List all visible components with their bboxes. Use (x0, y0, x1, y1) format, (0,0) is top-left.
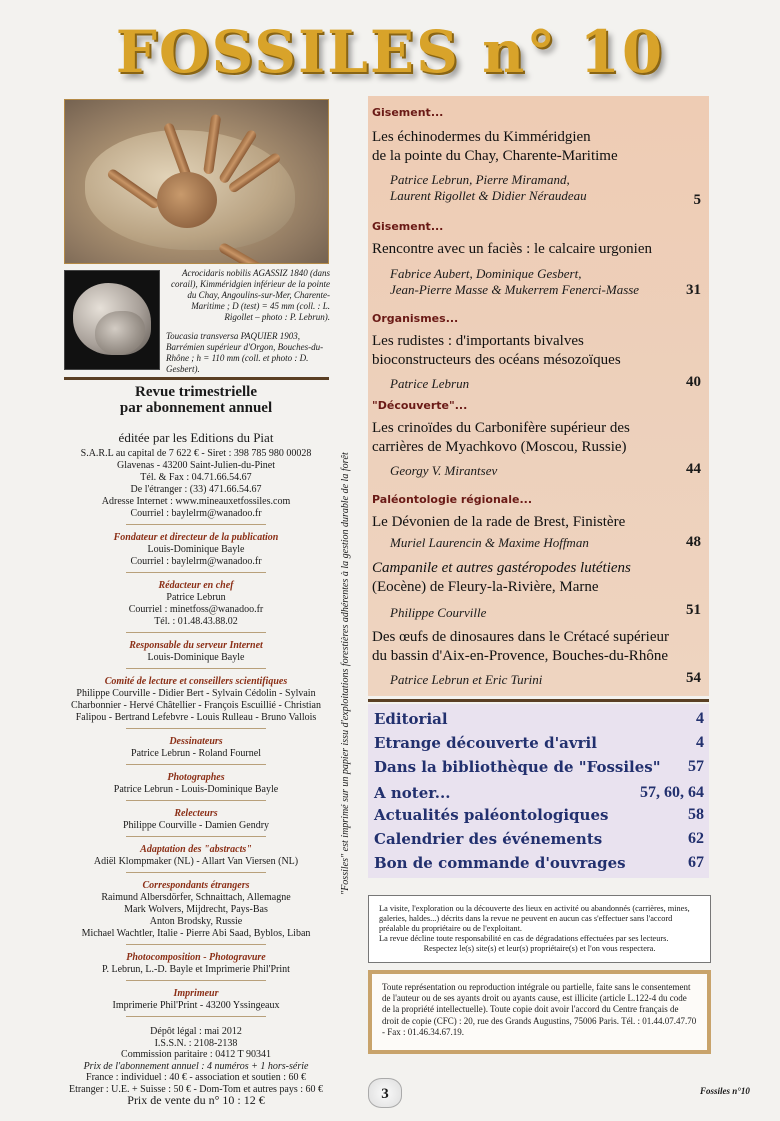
divider (64, 377, 329, 380)
section-title: Imprimeur (173, 988, 219, 999)
rudist-photo (64, 270, 160, 370)
staff-section (60, 639, 332, 664)
toc-page: 31 (686, 282, 701, 298)
department-label: Bon de commande d'ouvrages (374, 854, 626, 872)
address-line: Glavenas - 43200 Saint-Julien-du-Pinet (116, 460, 276, 471)
toc-title: Les rudistes : d'importants bivalves bioconstructeurs des océans mésozoïques (372, 333, 621, 368)
section-title: Relecteurs (174, 808, 218, 819)
divider (126, 980, 266, 981)
toc-category: Gisement... (372, 106, 444, 119)
page-number: 3 (368, 1078, 402, 1108)
section-title: Rédacteur en chef (158, 580, 234, 591)
email-link[interactable]: Courriel : minetfoss@wanadoo.fr (128, 604, 264, 615)
toc-page: 54 (686, 670, 701, 686)
departments-list (368, 704, 709, 878)
staff-line: P. Lebrun, L.-D. Bayle et Imprimerie Phil'Print (102, 964, 290, 975)
department-page: 62 (688, 830, 704, 847)
legal-line: Etranger : U.E. + Suisse : 50 € - Dom-Tom et autres pays : 60 € (68, 1083, 324, 1095)
legal-line: Commission paritaire : 0412 T 90341 (121, 1049, 271, 1060)
photo-caption-1: Acrocidaris nobilis AGASSIZ 1840 (dans corail), Kimméridgien inférieur de la pointe du Chay, Angoulins-sur-Mer, Charente-Maritime ; D (test) = 45 mm (coll. : L. Rigollet – photo : P. Lebrun). (171, 268, 330, 322)
toc-page: 51 (686, 602, 701, 618)
staff-section (60, 771, 332, 796)
department-label: Dans la bibliothèque de "Fossiles" (374, 758, 661, 776)
staff-section (60, 843, 332, 868)
divider (368, 699, 709, 702)
edited-by: éditée par les Editions du Piat (118, 430, 274, 445)
toc-category: Paléontologie régionale... (372, 493, 532, 506)
toc-title: Campanile et autres gastéropodes lutétiens (Eocène) de Fleury-la-Rivière, Marne (372, 560, 631, 595)
staff-line: Falipou - Bertrand Lefebvre - Louis Rulleau - Bruno Vallois (75, 712, 317, 723)
publisher-info (60, 384, 332, 1107)
toc-page: 40 (686, 374, 701, 390)
copyright-notice: Toute représentation ou reproduction intégrale ou partielle, faite sans le consentement de l'auteur ou de ses ayants droit ou ayants cause, est illicite (article L.122-4 du code de la propriété intellectuelle). Toute copie doit avoir l'accord du Centre français de droit de copie (CFC) : 20, rue des Grands Augustins, 75006 Paris. Tél. : 01.44.07.47.70 - Fax : 01.46.34.67.19. (368, 970, 711, 1054)
staff-line: Anton Brodsky, Russie (149, 916, 243, 927)
legal-line: Dépôt légal : mai 2012 (150, 1026, 242, 1037)
toc-authors: Patrice Lebrun (390, 376, 470, 391)
toc-title: Rencontre avec un faciès : le calcaire urgonien (372, 241, 652, 257)
address-line: Tél. & Fax : 04.71.66.54.67 (140, 472, 252, 483)
toc-page: 48 (686, 534, 701, 550)
legal-line: Prix de l'abonnement annuel : 4 numéros + 1 hors-série (83, 1060, 309, 1072)
staff-line: Patrice Lebrun (166, 592, 226, 603)
staff-section (60, 675, 332, 724)
staff-line: Patrice Lebrun - Roland Fournel (131, 748, 261, 759)
address-line: De l'étranger : (33) 471.66.54.67 (130, 484, 262, 495)
department-item[interactable] (374, 830, 704, 852)
divider (126, 800, 266, 801)
divider (126, 632, 266, 633)
department-label: Actualités paléontologiques (374, 806, 609, 824)
staff-line: Mark Wolvers, Mijdrecht, Pays-Bas (124, 904, 268, 915)
issue-price: Prix de vente du n° 10 : 12 € (127, 1093, 265, 1107)
publisher-heading-2: par abonnement annuel (119, 400, 273, 416)
staff-line: Philippe Courville - Damien Gendry (122, 820, 270, 831)
toc-category: Organismes... (372, 312, 459, 325)
masthead-title: FOSSILES n° 10 (115, 18, 665, 86)
table-of-contents (368, 96, 709, 696)
staff-line: Imprimerie Phil'Print - 43200 Yssingeaux (112, 1000, 280, 1011)
department-page: 58 (688, 806, 704, 823)
department-item[interactable] (374, 710, 704, 732)
department-page: 67 (688, 854, 704, 871)
toc-category: Gisement... (372, 220, 444, 233)
department-item[interactable] (374, 806, 704, 828)
publisher-heading-1: Revue trimestrielle (134, 384, 258, 400)
section-title: Dessinateurs (169, 736, 223, 747)
email-link[interactable]: Courriel : baylelrm@wanadoo.fr (130, 508, 262, 519)
section-title: Correspondants étrangers (142, 880, 250, 891)
staff-section (60, 579, 332, 628)
toc-category: "Découverte"... (372, 399, 468, 412)
staff-line: Charbonnier - Hervé Châtellier - François Escuillié - Christian (71, 700, 321, 711)
toc-authors: Georgy V. Mirantsev (390, 463, 498, 478)
staff-line: Adiël Klompmaker (NL) - Allart Van Viersen (NL) (93, 856, 299, 867)
notice-line: La visite, l'exploration ou la découverte des lieux en activité ou abandonnés (carrières, mines, galeries, haldes...) décrits dans la revue ne peuvent en aucun cas s'effectuer sans l'accord préalable du propriétaire ou de l'exploitant. (379, 904, 690, 933)
staff-section (60, 987, 332, 1012)
section-title: Responsable du serveur Internet (129, 640, 263, 651)
staff-line: Raimund Albersdörfer, Schnaittach, Allemagne (101, 892, 291, 903)
echinoid-photo (64, 99, 329, 264)
notice-line: Respectez le(s) site(s) et leur(s) propriétaire(s) et l'on vous respectera. (423, 944, 656, 953)
toc-title: Le Dévonien de la rade de Brest, Finistère (372, 514, 626, 530)
toc-title: Les crinoïdes du Carbonifère supérieur des carrières de Myachkovo (Moscou, Russie) (372, 420, 630, 455)
toc-page: 5 (693, 192, 701, 208)
address-line: S.A.R.L au capital de 7 622 € - Siret : 398 785 980 00028 (80, 448, 312, 459)
divider (126, 524, 266, 525)
department-label: Calendrier des événements (374, 830, 603, 848)
echinoid-test (157, 172, 217, 228)
toc-page: 44 (686, 461, 701, 477)
toc-authors: Muriel Laurencin & Maxime Hoffman (390, 535, 589, 550)
paper-note: "Fossiles" est imprimé sur un papier issu d'exploitations forestières adhérentes à la gestion durable de la forêt (340, 452, 351, 895)
divider (126, 764, 266, 765)
toc-authors: Fabrice Aubert, Dominique Gesbert, Jean-Pierre Masse & Mukerrem Fenerci-Masse (390, 266, 640, 297)
staff-section (60, 879, 332, 940)
toc-authors: Patrice Lebrun et Eric Turini (390, 672, 543, 687)
section-title: Comité de lecture et conseillers scientifiques (104, 676, 288, 687)
journal-footer: Fossiles n°10 (700, 1086, 750, 1096)
staff-section (60, 951, 332, 976)
staff-line: Michael Wachtler, Italie - Pierre Abi Saad, Byblos, Liban (81, 928, 311, 939)
department-item[interactable] (374, 854, 704, 876)
staff-line: Louis-Dominique Bayle (147, 544, 245, 555)
divider (126, 944, 266, 945)
department-label: Etrange découverte d'avril (374, 734, 597, 752)
section-title: Fondateur et directeur de la publication (113, 532, 279, 543)
toc-authors: Patrice Lebrun, Pierre Miramand, Laurent Rigollet & Didier Néraudeau (390, 172, 587, 203)
legal-line: France : individuel : 40 € - association et soutien : 60 € (86, 1072, 306, 1083)
department-item[interactable] (374, 784, 704, 806)
section-title: Photographes (167, 772, 225, 783)
department-label: Editorial (374, 710, 448, 728)
staff-line: Tél. : 01.48.43.88.02 (154, 616, 238, 627)
department-page: 57, 60, 64 (640, 784, 704, 801)
notice-line: La revue décline toute responsabilité en cas de dégradations effectuées par ses lecteurs. (379, 934, 669, 943)
section-title: Adaptation des "abstracts" (140, 844, 252, 855)
department-item[interactable] (374, 734, 704, 756)
divider (126, 572, 266, 573)
legal-info (60, 1026, 332, 1107)
section-title: Photocomposition - Photogravure (126, 952, 266, 963)
divider (126, 728, 266, 729)
department-page: 4 (696, 734, 704, 751)
staff-section (60, 531, 332, 568)
photo-caption-2: Toucasia transversa PAQUIER 1903, Barrémien supérieur d'Orgon, Bouches-du-Rhône ; h = 110 mm (coll. et photo : D. Gesbert). (166, 331, 324, 374)
staff-section (60, 735, 332, 760)
legal-line: I.S.S.N. : 2108-2138 (154, 1037, 238, 1049)
staff-section (60, 807, 332, 832)
staff-line: Patrice Lebrun - Louis-Dominique Bayle (113, 784, 279, 795)
toc-title: Des œufs de dinosaures dans le Crétacé supérieur du bassin d'Aix-en-Provence, Bouches-du-Rhône (372, 629, 669, 664)
toc-title: Les échinodermes du Kimméridgien de la pointe du Chay, Charente-Maritime (372, 129, 618, 164)
staff-line: Louis-Dominique Bayle (147, 652, 245, 663)
toc-authors: Philippe Courville (390, 605, 487, 620)
email-link[interactable]: Courriel : baylelrm@wanadoo.fr (130, 556, 262, 567)
website-link[interactable]: Adresse Internet : www.mineauxetfossiles.com (101, 496, 291, 507)
divider (126, 836, 266, 837)
department-page: 4 (696, 710, 704, 727)
divider (126, 872, 266, 873)
staff-line: Philippe Courville - Didier Bert - Sylvain Cédolin - Sylvain (76, 688, 316, 699)
access-notice (368, 895, 711, 963)
divider (126, 668, 266, 669)
department-item[interactable] (374, 758, 704, 780)
department-page: 57 (688, 758, 704, 775)
divider (126, 1016, 266, 1017)
department-label: A noter... (374, 784, 451, 802)
